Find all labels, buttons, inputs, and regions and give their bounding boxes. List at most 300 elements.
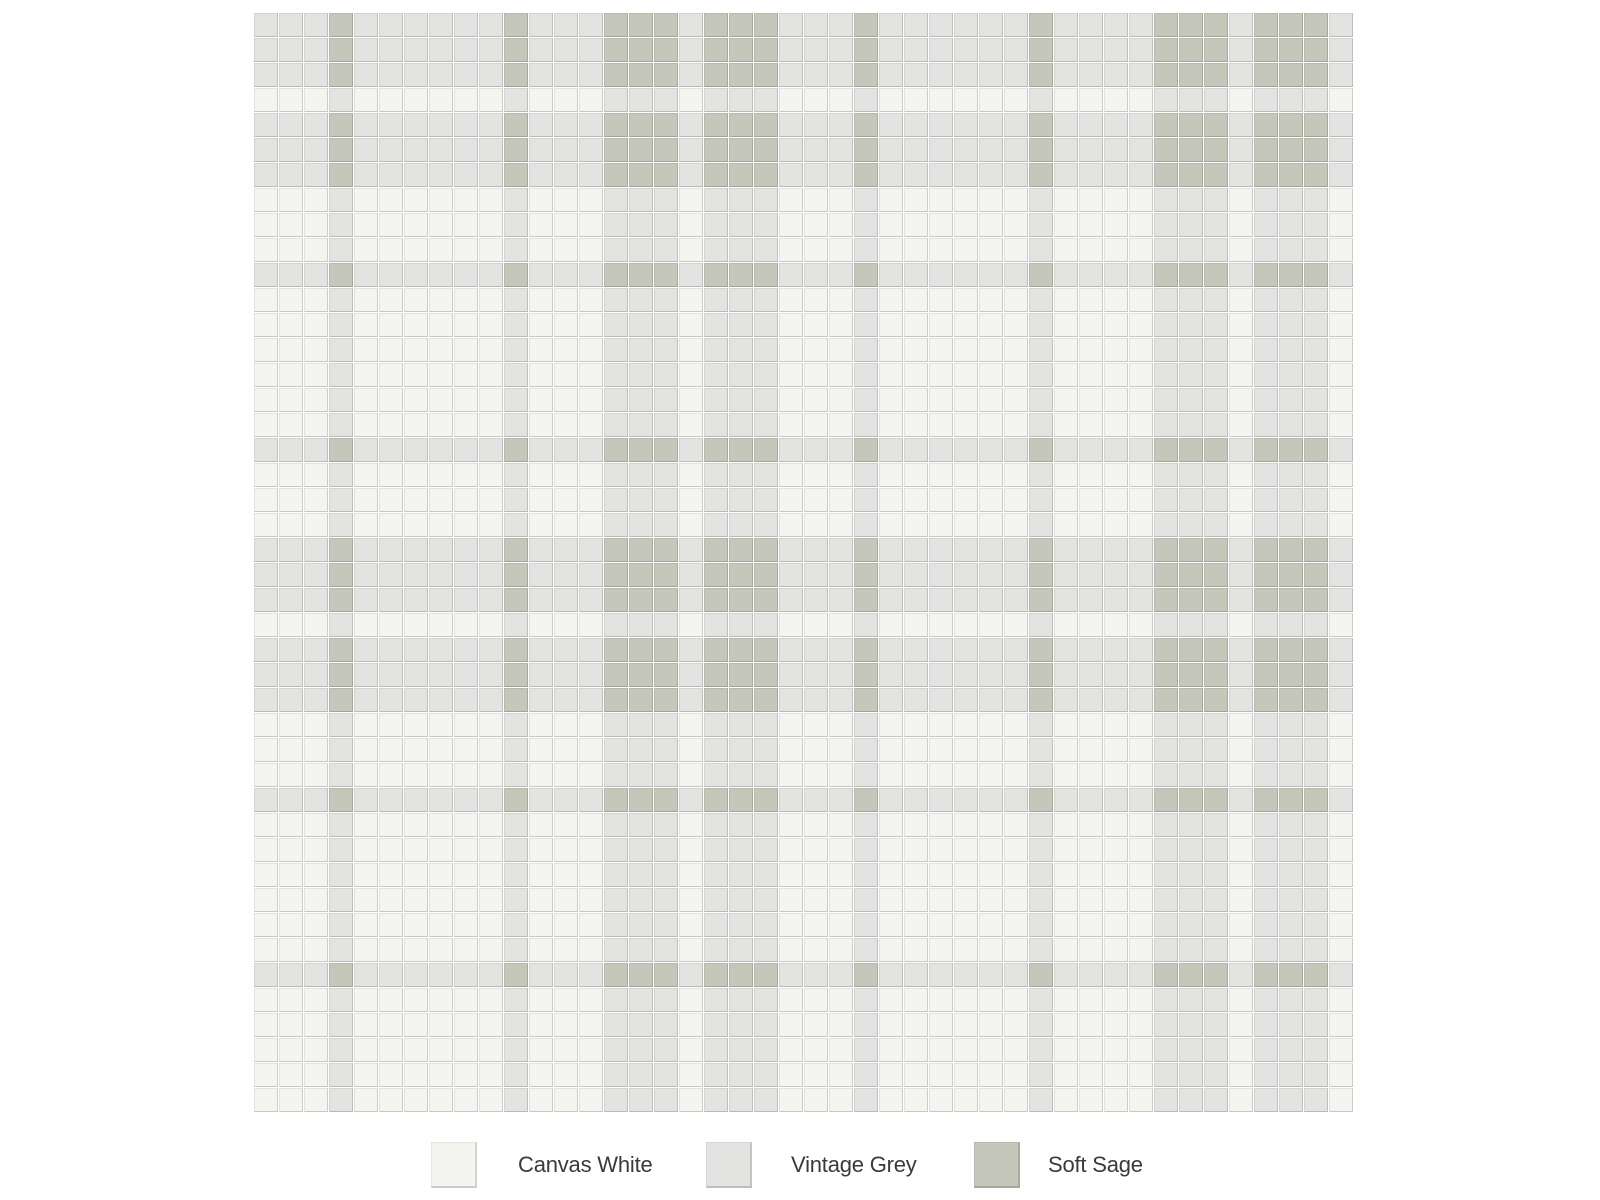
mosaic-tile bbox=[1229, 313, 1253, 337]
mosaic-tile bbox=[1029, 413, 1053, 437]
mosaic-tile bbox=[1129, 38, 1153, 62]
mosaic-tile bbox=[1079, 988, 1103, 1012]
mosaic-tile bbox=[429, 663, 453, 687]
mosaic-tile bbox=[554, 538, 578, 562]
mosaic-tile bbox=[554, 113, 578, 137]
mosaic-tile bbox=[479, 713, 503, 737]
mosaic-tile bbox=[379, 713, 403, 737]
mosaic-tile bbox=[1054, 1063, 1078, 1087]
mosaic-tile bbox=[729, 538, 753, 562]
mosaic-tile bbox=[1104, 338, 1128, 362]
mosaic-tile bbox=[404, 688, 428, 712]
mosaic-tile bbox=[404, 488, 428, 512]
mosaic-tile bbox=[904, 638, 928, 662]
mosaic-tile bbox=[904, 1063, 928, 1087]
mosaic-tile bbox=[1179, 688, 1203, 712]
mosaic-tile bbox=[1079, 813, 1103, 837]
mosaic-tile bbox=[429, 988, 453, 1012]
mosaic-tile bbox=[704, 613, 728, 637]
mosaic-tile bbox=[1179, 538, 1203, 562]
mosaic-tile bbox=[604, 138, 628, 162]
mosaic-tile bbox=[754, 513, 778, 537]
mosaic-tile bbox=[679, 38, 703, 62]
mosaic-tile bbox=[1029, 363, 1053, 387]
mosaic-tile bbox=[1204, 513, 1228, 537]
mosaic-tile bbox=[1079, 513, 1103, 537]
mosaic-tile bbox=[1179, 638, 1203, 662]
mosaic-tile bbox=[1304, 538, 1328, 562]
mosaic-tile bbox=[1179, 713, 1203, 737]
mosaic-tile bbox=[729, 388, 753, 412]
mosaic-tile bbox=[804, 1088, 828, 1112]
mosaic-tile bbox=[904, 138, 928, 162]
mosaic-tile bbox=[1329, 313, 1353, 337]
mosaic-tile bbox=[604, 388, 628, 412]
mosaic-tile bbox=[979, 488, 1003, 512]
mosaic-tile bbox=[1129, 888, 1153, 912]
mosaic-tile bbox=[879, 263, 903, 287]
mosaic-tile bbox=[654, 713, 678, 737]
mosaic-tile bbox=[1054, 513, 1078, 537]
mosaic-tile bbox=[504, 438, 528, 462]
mosaic-tile bbox=[504, 13, 528, 37]
mosaic-tile bbox=[679, 13, 703, 37]
mosaic-tile bbox=[1204, 663, 1228, 687]
mosaic-tile bbox=[554, 863, 578, 887]
mosaic-tile bbox=[1329, 988, 1353, 1012]
mosaic-tile bbox=[1154, 1013, 1178, 1037]
mosaic-tile bbox=[1204, 1013, 1228, 1037]
mosaic-tile bbox=[404, 313, 428, 337]
mosaic-tile bbox=[1154, 313, 1178, 337]
mosaic-tile bbox=[1254, 388, 1278, 412]
mosaic-tile bbox=[1204, 238, 1228, 262]
mosaic-tile bbox=[1304, 413, 1328, 437]
mosaic-tile bbox=[754, 738, 778, 762]
mosaic-tile bbox=[354, 763, 378, 787]
mosaic-tile bbox=[454, 738, 478, 762]
mosaic-tile bbox=[554, 163, 578, 187]
mosaic-tile bbox=[1254, 163, 1278, 187]
mosaic-tile bbox=[979, 913, 1003, 937]
mosaic-tile bbox=[604, 88, 628, 112]
mosaic-tile bbox=[1004, 938, 1028, 962]
mosaic-tile bbox=[1229, 813, 1253, 837]
mosaic-tile bbox=[1004, 713, 1028, 737]
mosaic-tile bbox=[254, 913, 278, 937]
mosaic-tile bbox=[1254, 438, 1278, 462]
mosaic-tile bbox=[1279, 313, 1303, 337]
mosaic-tile bbox=[1104, 1038, 1128, 1062]
mosaic-tile bbox=[779, 738, 803, 762]
mosaic-tile bbox=[379, 738, 403, 762]
mosaic-tile bbox=[279, 738, 303, 762]
mosaic-tile bbox=[1229, 788, 1253, 812]
mosaic-tile bbox=[529, 163, 553, 187]
mosaic-tile bbox=[479, 813, 503, 837]
mosaic-tile bbox=[1104, 138, 1128, 162]
mosaic-tile bbox=[904, 263, 928, 287]
mosaic-tile bbox=[1129, 263, 1153, 287]
mosaic-tile bbox=[1129, 663, 1153, 687]
mosaic-tile bbox=[704, 13, 728, 37]
mosaic-tile bbox=[954, 888, 978, 912]
mosaic-tile bbox=[1079, 363, 1103, 387]
mosaic-tile bbox=[479, 263, 503, 287]
mosaic-tile bbox=[254, 463, 278, 487]
mosaic-tile bbox=[1204, 38, 1228, 62]
mosaic-tile bbox=[379, 13, 403, 37]
mosaic-tile bbox=[729, 738, 753, 762]
mosaic-tile bbox=[454, 313, 478, 337]
mosaic-tile bbox=[279, 38, 303, 62]
mosaic-tile bbox=[679, 188, 703, 212]
mosaic-tile bbox=[579, 688, 603, 712]
mosaic-tile bbox=[554, 338, 578, 362]
mosaic-tile bbox=[354, 463, 378, 487]
mosaic-tile bbox=[754, 813, 778, 837]
mosaic-tile bbox=[629, 1038, 653, 1062]
mosaic-tile bbox=[1029, 588, 1053, 612]
mosaic-tile bbox=[1254, 63, 1278, 87]
mosaic-tile bbox=[329, 463, 353, 487]
mosaic-tile bbox=[629, 238, 653, 262]
mosaic-tile bbox=[804, 513, 828, 537]
mosaic-tile bbox=[779, 263, 803, 287]
mosaic-tile bbox=[1204, 163, 1228, 187]
mosaic-tile bbox=[804, 338, 828, 362]
mosaic-tile bbox=[929, 938, 953, 962]
mosaic-tile bbox=[979, 563, 1003, 587]
mosaic-tile bbox=[829, 38, 853, 62]
mosaic-tile bbox=[854, 13, 878, 37]
mosaic-tile bbox=[554, 1013, 578, 1037]
mosaic-tile bbox=[479, 13, 503, 37]
mosaic-tile bbox=[454, 688, 478, 712]
mosaic-tile bbox=[479, 988, 503, 1012]
mosaic-tile bbox=[679, 88, 703, 112]
mosaic-tile bbox=[1054, 813, 1078, 837]
mosaic-tile bbox=[1004, 538, 1028, 562]
mosaic-tile bbox=[854, 563, 878, 587]
mosaic-tile bbox=[804, 288, 828, 312]
mosaic-tile bbox=[279, 988, 303, 1012]
mosaic-tile bbox=[479, 488, 503, 512]
mosaic-tile bbox=[579, 788, 603, 812]
mosaic-tile bbox=[679, 788, 703, 812]
mosaic-tile bbox=[504, 588, 528, 612]
mosaic-tile bbox=[1229, 238, 1253, 262]
mosaic-tile bbox=[1279, 788, 1303, 812]
mosaic-tile bbox=[429, 588, 453, 612]
mosaic-tile bbox=[354, 438, 378, 462]
mosaic-tile bbox=[554, 563, 578, 587]
mosaic-tile bbox=[979, 138, 1003, 162]
mosaic-tile bbox=[754, 313, 778, 337]
mosaic-tile bbox=[279, 313, 303, 337]
mosaic-tile bbox=[929, 38, 953, 62]
mosaic-tile bbox=[1329, 538, 1353, 562]
mosaic-tile bbox=[1179, 1013, 1203, 1037]
mosaic-tile bbox=[779, 538, 803, 562]
mosaic-tile bbox=[579, 163, 603, 187]
mosaic-tile bbox=[879, 763, 903, 787]
mosaic-tile bbox=[879, 988, 903, 1012]
mosaic-tile bbox=[404, 788, 428, 812]
mosaic-tile bbox=[504, 388, 528, 412]
mosaic-tile bbox=[329, 538, 353, 562]
mosaic-tile bbox=[404, 463, 428, 487]
mosaic-tile bbox=[729, 188, 753, 212]
mosaic-tile bbox=[804, 388, 828, 412]
mosaic-tile bbox=[829, 1063, 853, 1087]
mosaic-tile bbox=[879, 588, 903, 612]
mosaic-tile bbox=[779, 788, 803, 812]
mosaic-tile bbox=[254, 263, 278, 287]
mosaic-tile bbox=[454, 863, 478, 887]
mosaic-tile bbox=[654, 1013, 678, 1037]
mosaic-tile bbox=[429, 813, 453, 837]
mosaic-tile bbox=[929, 588, 953, 612]
mosaic-tile bbox=[329, 763, 353, 787]
mosaic-tile bbox=[729, 763, 753, 787]
mosaic-tile bbox=[904, 963, 928, 987]
mosaic-tile bbox=[329, 1013, 353, 1037]
mosaic-tile bbox=[404, 563, 428, 587]
mosaic-tile bbox=[654, 538, 678, 562]
mosaic-tile bbox=[604, 863, 628, 887]
mosaic-tile bbox=[1329, 613, 1353, 637]
mosaic-tile bbox=[479, 1088, 503, 1112]
mosaic-tile bbox=[1104, 113, 1128, 137]
mosaic-tile bbox=[1029, 313, 1053, 337]
mosaic-tile bbox=[429, 1013, 453, 1037]
mosaic-tile bbox=[304, 563, 328, 587]
mosaic-tile bbox=[1254, 763, 1278, 787]
mosaic-tile bbox=[1129, 813, 1153, 837]
mosaic-tile bbox=[1154, 163, 1178, 187]
mosaic-tile bbox=[1104, 913, 1128, 937]
mosaic-tile bbox=[254, 1038, 278, 1062]
mosaic-tile bbox=[304, 613, 328, 637]
mosaic-tile bbox=[1154, 1088, 1178, 1112]
mosaic-tile bbox=[904, 763, 928, 787]
mosaic-tile bbox=[729, 88, 753, 112]
mosaic-tile bbox=[1054, 788, 1078, 812]
mosaic-tile bbox=[1154, 138, 1178, 162]
mosaic-tile bbox=[1104, 738, 1128, 762]
mosaic-tile bbox=[1104, 413, 1128, 437]
mosaic-tile bbox=[779, 863, 803, 887]
mosaic-tile bbox=[379, 813, 403, 837]
mosaic-tile bbox=[479, 838, 503, 862]
mosaic-tile bbox=[1029, 113, 1053, 137]
mosaic-tile bbox=[1254, 588, 1278, 612]
mosaic-tile bbox=[479, 738, 503, 762]
mosaic-tile bbox=[829, 988, 853, 1012]
mosaic-tile bbox=[379, 463, 403, 487]
mosaic-tile bbox=[1029, 613, 1053, 637]
mosaic-tile bbox=[1204, 338, 1228, 362]
mosaic-tile bbox=[504, 1088, 528, 1112]
mosaic-tile bbox=[279, 838, 303, 862]
mosaic-tile bbox=[379, 438, 403, 462]
mosaic-tile bbox=[479, 788, 503, 812]
mosaic-tile bbox=[504, 913, 528, 937]
mosaic-tile bbox=[979, 738, 1003, 762]
mosaic-tile bbox=[404, 188, 428, 212]
mosaic-tile bbox=[654, 988, 678, 1012]
mosaic-tile bbox=[754, 638, 778, 662]
mosaic-tile bbox=[1279, 1038, 1303, 1062]
mosaic-tile bbox=[479, 213, 503, 237]
mosaic-tile bbox=[1054, 113, 1078, 137]
mosaic-tile bbox=[854, 888, 878, 912]
mosaic-tile bbox=[929, 863, 953, 887]
mosaic-tile bbox=[479, 188, 503, 212]
mosaic-tile bbox=[1254, 138, 1278, 162]
mosaic-tile bbox=[279, 563, 303, 587]
mosaic-tile bbox=[1279, 813, 1303, 837]
mosaic-tile bbox=[804, 313, 828, 337]
mosaic-tile bbox=[654, 788, 678, 812]
mosaic-tile bbox=[279, 888, 303, 912]
mosaic-tile bbox=[804, 1038, 828, 1062]
mosaic-tile bbox=[1329, 938, 1353, 962]
mosaic-tile bbox=[654, 313, 678, 337]
mosaic-tile bbox=[354, 113, 378, 137]
mosaic-tile bbox=[854, 113, 878, 137]
mosaic-tile bbox=[1179, 138, 1203, 162]
mosaic-tile bbox=[429, 288, 453, 312]
mosaic-tile bbox=[929, 638, 953, 662]
mosaic-tile bbox=[454, 588, 478, 612]
mosaic-tile bbox=[1054, 313, 1078, 337]
mosaic-tile bbox=[1229, 413, 1253, 437]
mosaic-tile bbox=[829, 613, 853, 637]
mosaic-tile bbox=[1029, 488, 1053, 512]
mosaic-tile bbox=[954, 188, 978, 212]
mosaic-tile bbox=[429, 313, 453, 337]
mosaic-tile bbox=[779, 63, 803, 87]
mosaic-tile bbox=[954, 538, 978, 562]
mosaic-tile bbox=[854, 938, 878, 962]
mosaic-tile bbox=[1104, 163, 1128, 187]
mosaic-tile bbox=[1204, 1038, 1228, 1062]
mosaic-tile bbox=[979, 288, 1003, 312]
mosaic-tile bbox=[279, 1088, 303, 1112]
mosaic-tile bbox=[1104, 1013, 1128, 1037]
mosaic-tile bbox=[654, 1038, 678, 1062]
mosaic-tile bbox=[929, 813, 953, 837]
mosaic-tile bbox=[1229, 38, 1253, 62]
mosaic-tile bbox=[779, 363, 803, 387]
mosaic-tile bbox=[254, 788, 278, 812]
mosaic-tile bbox=[1154, 288, 1178, 312]
mosaic-tile bbox=[1154, 238, 1178, 262]
mosaic-tile bbox=[479, 688, 503, 712]
mosaic-tile bbox=[754, 838, 778, 862]
mosaic-tile bbox=[379, 338, 403, 362]
mosaic-tile bbox=[579, 988, 603, 1012]
mosaic-tile bbox=[979, 463, 1003, 487]
mosaic-tile bbox=[779, 763, 803, 787]
mosaic-tile bbox=[1029, 213, 1053, 237]
mosaic-tile bbox=[254, 438, 278, 462]
mosaic-tile bbox=[279, 88, 303, 112]
mosaic-tile bbox=[1029, 288, 1053, 312]
mosaic-tile bbox=[779, 563, 803, 587]
mosaic-tile bbox=[454, 388, 478, 412]
mosaic-tile bbox=[1179, 963, 1203, 987]
mosaic-tile bbox=[979, 663, 1003, 687]
mosaic-tile bbox=[1204, 988, 1228, 1012]
mosaic-tile bbox=[304, 338, 328, 362]
mosaic-tile bbox=[329, 863, 353, 887]
mosaic-tile bbox=[529, 188, 553, 212]
mosaic-tile bbox=[354, 988, 378, 1012]
mosaic-tile bbox=[579, 513, 603, 537]
mosaic-tile bbox=[529, 788, 553, 812]
mosaic-tile bbox=[304, 1013, 328, 1037]
mosaic-tile bbox=[854, 513, 878, 537]
mosaic-tile bbox=[1054, 688, 1078, 712]
mosaic-tile bbox=[904, 88, 928, 112]
mosaic-tile bbox=[579, 663, 603, 687]
mosaic-tile bbox=[1304, 113, 1328, 137]
mosaic-tile bbox=[604, 1038, 628, 1062]
mosaic-tile bbox=[1079, 463, 1103, 487]
mosaic-tile bbox=[679, 388, 703, 412]
mosaic-tile bbox=[1054, 488, 1078, 512]
mosaic-tile bbox=[504, 138, 528, 162]
mosaic-tile bbox=[1329, 163, 1353, 187]
mosaic-tile bbox=[629, 1088, 653, 1112]
mosaic-tile bbox=[304, 1063, 328, 1087]
mosaic-tile bbox=[404, 738, 428, 762]
mosaic-tile bbox=[1304, 788, 1328, 812]
mosaic-tile bbox=[1054, 38, 1078, 62]
mosaic-tile bbox=[1304, 288, 1328, 312]
tile-mosaic bbox=[254, 13, 1355, 1114]
mosaic-tile bbox=[579, 588, 603, 612]
mosaic-tile bbox=[929, 238, 953, 262]
mosaic-tile bbox=[329, 388, 353, 412]
mosaic-tile bbox=[329, 638, 353, 662]
mosaic-tile bbox=[354, 788, 378, 812]
mosaic-tile bbox=[404, 388, 428, 412]
mosaic-tile bbox=[1079, 338, 1103, 362]
mosaic-tile bbox=[1079, 963, 1103, 987]
mosaic-tile bbox=[829, 938, 853, 962]
mosaic-tile bbox=[1179, 188, 1203, 212]
mosaic-tile bbox=[254, 538, 278, 562]
mosaic-tile bbox=[279, 63, 303, 87]
mosaic-tile bbox=[704, 888, 728, 912]
mosaic-tile bbox=[854, 363, 878, 387]
mosaic-tile bbox=[429, 1038, 453, 1062]
mosaic-tile bbox=[679, 488, 703, 512]
mosaic-tile bbox=[904, 313, 928, 337]
mosaic-tile bbox=[1179, 288, 1203, 312]
mosaic-tile bbox=[729, 263, 753, 287]
mosaic-tile bbox=[1229, 163, 1253, 187]
mosaic-tile bbox=[1304, 963, 1328, 987]
mosaic-tile bbox=[829, 188, 853, 212]
mosaic-tile bbox=[929, 438, 953, 462]
mosaic-tile bbox=[329, 1038, 353, 1062]
mosaic-tile bbox=[1079, 1063, 1103, 1087]
